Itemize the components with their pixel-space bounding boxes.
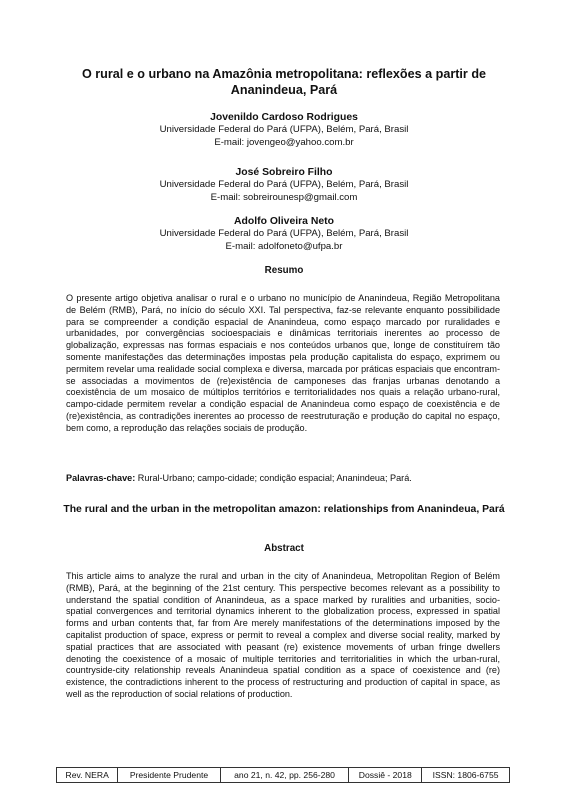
author-affiliation: Universidade Federal do Pará (UFPA), Belém, Pará, Brasil	[159, 124, 409, 135]
author-name: José Sobreiro Filho	[235, 167, 333, 178]
keywords-line	[66, 473, 500, 485]
abstract-text: This article aims to analyze the rural and urban in the city of Ananindeua, Metropolitan Region of Belém (RMB), Pará, at the beginning of the 21st century. This perspective becomes relevant as a possibility to understand the spatial condition of Ananindeua, as a space marked by ruralities and urbanities, socio-spatial convergences and territorial dynamics inherent to the globalization process, expressed in spatial forms and urban contents that, far from Are merely manifestations of the determinations imposed by the capitalist production of space, express or permit to reveal a complex and diverse social reality, marked by spatial practices that are associated with peasant (re) existence movements of urban fringe dwellers denoting the coexistence of a mosaic of multiple territories and territorialities in which the urban-rural, countryside-city relationship reveals Ananindeua spatial condition as a space of coexistence and (re) existence, the contradictions inherent to the process of restructuring and production of capital in space, as well as the reproduction of social relations of production.	[66, 571, 500, 699]
author-name: Jovenildo Cardoso Rodrigues	[210, 112, 358, 123]
paper-title: O rural e o urbano na Amazônia metropolitana: reflexões a partir de Ananindeua, Pará	[81, 67, 487, 97]
keywords-text: Rural-Urbano; campo-cidade; condição espacial; Ananindeua; Pará.	[135, 473, 412, 483]
footer-city: Presidente Prudente	[118, 768, 220, 783]
resumo-heading: Resumo	[264, 265, 304, 276]
author-block-2	[56, 166, 512, 204]
abstract-heading: Abstract	[264, 543, 304, 554]
journal-footer	[56, 767, 510, 783]
author-affiliation: Universidade Federal do Pará (UFPA), Belém, Pará, Brasil	[159, 179, 409, 190]
english-title: The rural and the urban in the metropolitan amazon: relationships from Ananindeua, Pará	[63, 504, 505, 515]
author-email: E-mail: sobreirounesp@gmail.com	[210, 191, 358, 203]
footer-issn: ISSN: 1806-6755	[422, 768, 510, 783]
footer-edition: Dossiê - 2018	[349, 768, 422, 783]
author-block-3	[56, 215, 512, 253]
author-affiliation: Universidade Federal do Pará (UFPA), Belém, Pará, Brasil	[159, 228, 409, 239]
author-name: Adolfo Oliveira Neto	[234, 216, 334, 227]
author-email: E-mail: jovengeo@yahoo.com.br	[214, 136, 354, 148]
keywords-label: Palavras-chave:	[66, 473, 136, 483]
resumo-text: O presente artigo objetiva analisar o rural e o urbano no município de Ananindeua, Região Metropolitana de Belém (RMB), Pará, no início do século XXI. Tal perspectiva, faz-se relevante enquanto possibilidade para se compreender a condição espacial de Ananindeua, como espaço marcado por ruralidades e urbanidades, por convergências socioespaciais e dinâmicas territoriais inerentes ao processo de globalização, expressas nas formas espaciais e nos conteúdos urbanos que, longe de constituírem tão somente manifestações das determinações impostas pela produção capitalista do espaço, exprimem ou permitem revelar uma realidade social complexa e diversa, marcada por práticas espaciais que encontram-se associadas a movimentos de (re)existência de camponeses das franjas urbanas denotando a coexistência de um mosaico de múltiplos territórios e territorialidades nos quais a relação urbano-rural, campo-cidade permitem revelar a condição espacial de Ananindeua como espaço de coexistência e de (re)existência, as contradições inerentes ao processo de reestruturação e produção do capital no espaço, bem como, a reprodução das relações sociais de produção.	[66, 293, 500, 433]
footer-issue: ano 21, n. 42, pp. 256-280	[220, 768, 349, 783]
author-email: E-mail: adolfoneto@ufpa.br	[225, 240, 343, 252]
footer-journal: Rev. NERA	[57, 768, 118, 783]
author-block-1	[56, 111, 512, 149]
